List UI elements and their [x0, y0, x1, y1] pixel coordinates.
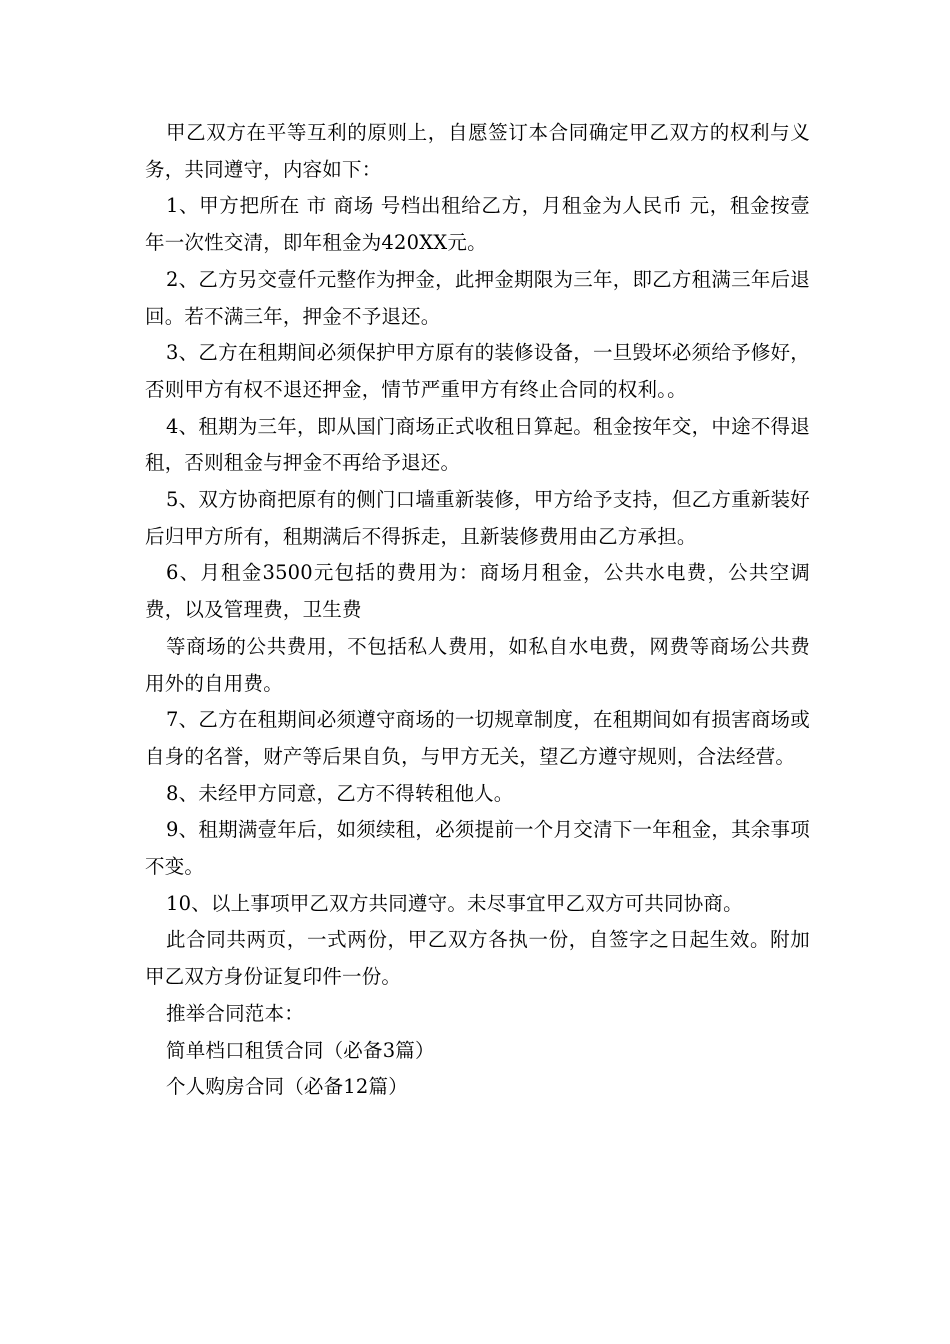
document-body — [145, 115, 810, 1106]
clause-3: 3、乙方在租期间必须保护甲方原有的装修设备，一旦毁坏必须给予修好，否则甲方有权不退还押金，情节严重甲方有终止合同的权利。。 — [145, 341, 810, 401]
clause-7: 7、乙方在租期间必须遵守商场的一切规章制度，在租期间如有损害商场或自身的名誉，财产等后果自负，与甲方无关，望乙方遵守规则，合法经营。 — [145, 708, 810, 768]
recommended-link-2[interactable]: 个人购房合同（必备12篇） — [166, 1075, 408, 1099]
clause-1: 1、甲方把所在 市 商场 号档出租给乙方，月租金为人民币 元，租金按壹年一次性交清，即年租金为420XX元。 — [145, 194, 810, 255]
clause-4: 4、租期为三年，即从国门商场正式收租日算起。租金按年交，中途不得退租，否则租金与押金不再给予退还。 — [145, 414, 810, 475]
closing-paragraph: 此合同共两页，一式两份，甲乙双方各执一份，自签字之日起生效。附加甲乙双方身份证复印件一份。 — [145, 928, 810, 989]
clause-8: 8、未经甲方同意，乙方不得转租他人。 — [166, 781, 514, 805]
clause-2: 2、乙方另交壹仟元整作为押金，此押金期限为三年，即乙方租满三年后退回。若不满三年，押金不予退还。 — [145, 267, 810, 328]
clause-6: 6、月租金3500元包括的费用为：商场月租金，公共水电费，公共空调费，以及管理费，卫生费 — [145, 561, 810, 622]
recommended-link-1[interactable]: 简单档口租赁合同（必备3篇） — [166, 1038, 435, 1062]
clause-6-continued: 等商场的公共费用，不包括私人费用，如私自水电费，网费等商场公共费用外的自用费。 — [145, 634, 810, 695]
clause-9: 9、租期满壹年后，如须续租，必须提前一个月交清下一年租金，其余事项不变。 — [145, 818, 810, 879]
clause-10: 10、以上事项甲乙双方共同遵守。未尽事宜甲乙双方可共同协商。 — [166, 891, 743, 915]
clause-5: 5、双方协商把原有的侧门口墙重新装修，甲方给予支持，但乙方重新装好后归甲方所有，租期满后不得拆走，且新装修费用由乙方承担。 — [145, 488, 810, 548]
intro-paragraph: 甲乙双方在平等互利的原则上，自愿签订本合同确定甲乙双方的权利与义务，共同遵守，内容如下： — [145, 121, 810, 181]
recommended-heading: 推举合同范本： — [166, 1001, 304, 1025]
